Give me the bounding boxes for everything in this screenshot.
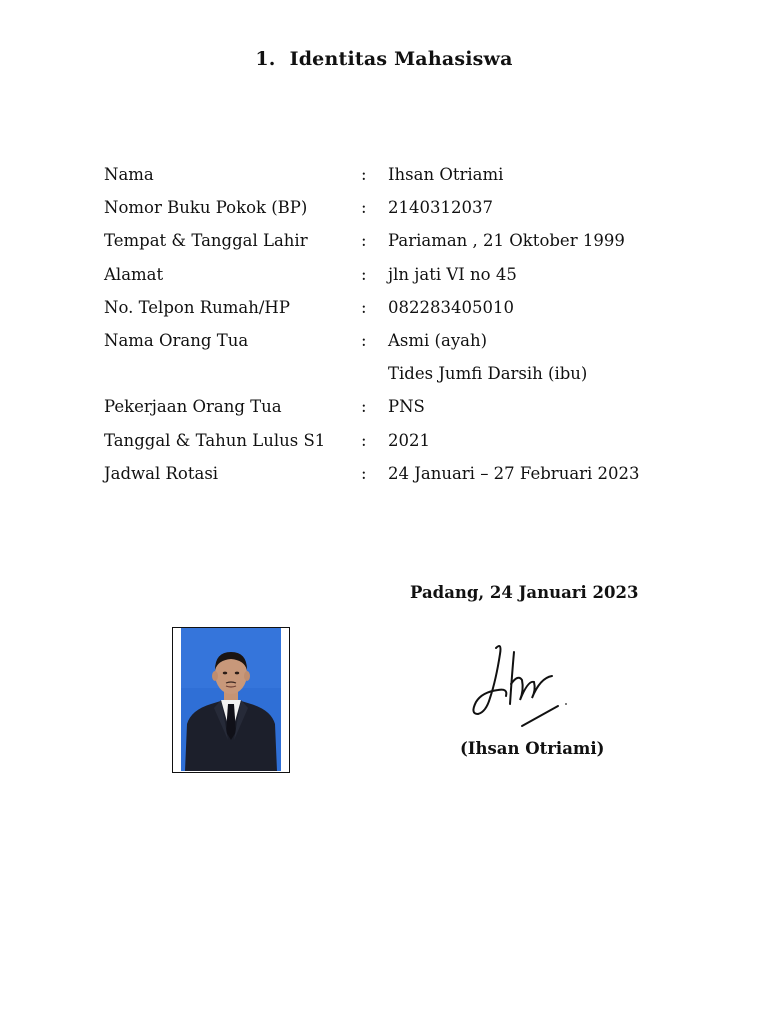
field-value: PNS <box>388 397 425 417</box>
section-heading <box>0 48 768 70</box>
field-label: Jadwal Rotasi <box>104 463 219 483</box>
identity-row-ttl <box>104 224 704 257</box>
identity-row-lulus <box>104 424 704 457</box>
field-label: Tempat & Tanggal Lahir <box>104 231 308 251</box>
section-number: 1. <box>255 48 276 70</box>
field-colon: : <box>361 297 367 317</box>
identity-table <box>104 158 704 490</box>
field-value: 2140312037 <box>388 198 493 218</box>
field-label: Nomor Buku Pokok (BP) <box>104 198 308 218</box>
signer-name: (Ihsan Otriami) <box>460 739 605 758</box>
field-value: Pariaman , 21 Oktober 1999 <box>388 231 625 251</box>
identity-row-pekerjaan <box>104 390 704 423</box>
person-photo-image <box>181 628 281 771</box>
field-colon: : <box>361 165 367 184</box>
field-value: Tides Jumfi Darsih (ibu) <box>388 364 588 384</box>
field-colon: : <box>361 231 367 251</box>
identity-row-orang-tua-2 <box>104 357 704 390</box>
field-value: jln jati VI no 45 <box>388 264 517 284</box>
field-colon: : <box>361 463 367 483</box>
field-colon: : <box>361 330 367 350</box>
field-value: Ihsan Otriami <box>388 165 504 184</box>
field-value: Asmi (ayah) <box>388 330 488 350</box>
field-value: 24 Januari – 27 Februari 2023 <box>388 463 640 483</box>
field-label: Nama Orang Tua <box>104 330 249 350</box>
section-title: Identitas Mahasiswa <box>289 48 513 70</box>
field-label: Pekerjaan Orang Tua <box>104 397 282 417</box>
identity-row-nama <box>104 158 704 191</box>
field-value: 082283405010 <box>388 297 514 317</box>
field-label: Alamat <box>104 264 164 284</box>
identity-row-jadwal <box>104 457 704 490</box>
field-colon: : <box>361 264 367 284</box>
identity-row-telepon <box>104 291 704 324</box>
field-value: 2021 <box>388 430 430 450</box>
identity-row-orang-tua <box>104 324 704 357</box>
identity-row-alamat <box>104 258 704 291</box>
field-label: Tanggal & Tahun Lulus S1 <box>104 430 326 450</box>
field-label: No. Telpon Rumah/HP <box>104 297 290 317</box>
field-colon: : <box>361 198 367 218</box>
identity-row-bp <box>104 191 704 224</box>
field-colon: : <box>361 430 367 450</box>
passport-photo <box>172 627 290 773</box>
place-date: Padang, 24 Januari 2023 <box>410 583 639 602</box>
field-colon: : <box>361 397 367 417</box>
handwritten-signature <box>462 640 572 736</box>
field-label: Nama <box>104 165 154 184</box>
